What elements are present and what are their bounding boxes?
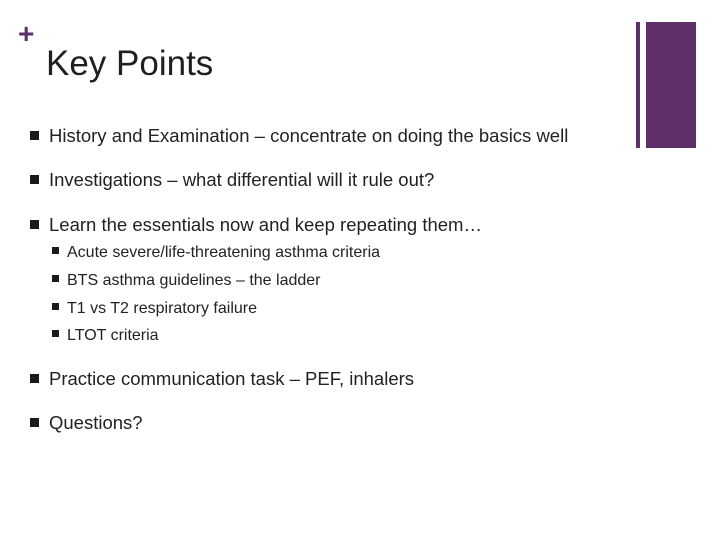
sub-list-item xyxy=(52,326,159,346)
list-item-text: Practice communication task – PEF, inhalers xyxy=(49,368,415,389)
square-bullet-icon xyxy=(52,275,59,282)
list-item xyxy=(30,214,482,236)
square-bullet-icon xyxy=(30,220,39,229)
sub-list-item-text: LTOT criteria xyxy=(67,327,159,344)
list-item-text: History and Examination – concentrate on doing the basics well xyxy=(49,125,569,146)
sub-list-item-text: Acute severe/life-threatening asthma criteria xyxy=(67,244,381,261)
list-item-text: Questions? xyxy=(49,412,143,433)
list-item-text: Learn the essentials now and keep repeating them… xyxy=(49,214,482,235)
sub-list-item xyxy=(52,271,320,291)
list-item xyxy=(30,368,414,390)
sub-list-item xyxy=(52,299,257,319)
square-bullet-icon xyxy=(30,374,39,383)
list-item xyxy=(30,169,434,191)
square-bullet-icon xyxy=(30,418,39,427)
list-item xyxy=(30,125,568,147)
square-bullet-icon xyxy=(52,247,59,254)
plus-icon: + xyxy=(18,18,35,49)
accent-bar-thin xyxy=(636,22,640,148)
list-item xyxy=(30,412,143,434)
square-bullet-icon xyxy=(52,330,59,337)
square-bullet-icon xyxy=(30,131,39,140)
accent-bar-block xyxy=(646,22,696,148)
list-item-text: Investigations – what differential will it rule out? xyxy=(49,169,435,190)
square-bullet-icon xyxy=(52,303,59,310)
sub-list-item xyxy=(52,243,380,263)
sub-list-item-text: BTS asthma guidelines – the ladder xyxy=(67,272,321,289)
slide-title: Key Points xyxy=(46,44,214,83)
square-bullet-icon xyxy=(30,175,39,184)
sub-list-item-text: T1 vs T2 respiratory failure xyxy=(67,300,257,317)
